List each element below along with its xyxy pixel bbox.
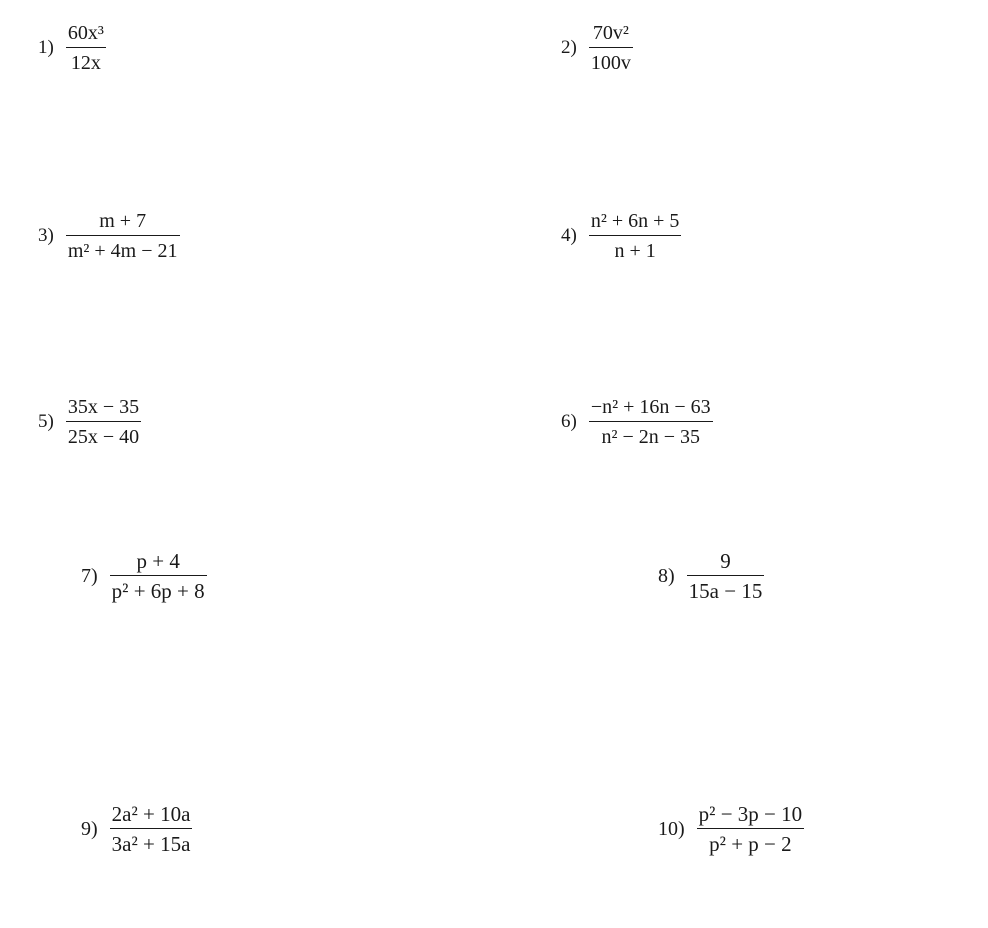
problem-number: 3) [38,225,54,247]
numerator: p² − 3p − 10 [698,802,803,826]
problem-9 [81,803,192,855]
problem-number: 7) [81,564,98,587]
numerator: 35x − 35 [67,396,140,418]
problem-4 [561,210,681,262]
denominator: p² + p − 2 [709,832,792,857]
denominator: 15a − 15 [688,579,763,604]
denominator: m² + 4m − 21 [67,240,178,263]
denominator: n + 1 [614,240,656,263]
problem-number: 9) [81,817,98,840]
problem-10 [658,803,804,855]
denominator: 12x [70,52,101,75]
problem-2 [561,22,633,74]
problem-number: 8) [658,564,675,587]
fraction [589,22,633,74]
fraction [589,210,682,262]
problem-number: 6) [561,411,577,433]
problem-5 [38,396,141,448]
numerator: 9 [720,549,731,573]
fraction [66,22,106,74]
problem-6 [561,396,713,448]
problem-number: 5) [38,411,54,433]
denominator: 100v [590,52,631,75]
problem-1 [38,22,106,74]
problem-3 [38,210,180,262]
problem-8 [658,550,764,602]
numerator: m + 7 [99,210,147,232]
fraction [589,396,713,448]
numerator: −n² + 16n − 63 [590,396,711,418]
fraction [110,803,193,855]
numerator: 70v² [592,22,629,44]
problem-7 [81,550,207,602]
fraction [66,210,180,262]
denominator: n² − 2n − 35 [601,426,701,449]
problem-number: 10) [658,817,685,840]
fraction [687,550,765,602]
numerator: p + 4 [136,549,180,573]
problem-number: 1) [38,37,54,59]
numerator: 2a² + 10a [111,802,191,826]
numerator: 60x³ [67,22,104,44]
numerator: n² + 6n + 5 [590,210,680,232]
denominator: 3a² + 15a [111,832,191,857]
fraction [110,550,207,602]
denominator: p² + 6p + 8 [111,579,205,604]
problem-number: 4) [561,225,577,247]
denominator: 25x − 40 [67,426,140,449]
problem-number: 2) [561,37,577,59]
fraction [697,803,804,855]
fraction [66,396,141,448]
